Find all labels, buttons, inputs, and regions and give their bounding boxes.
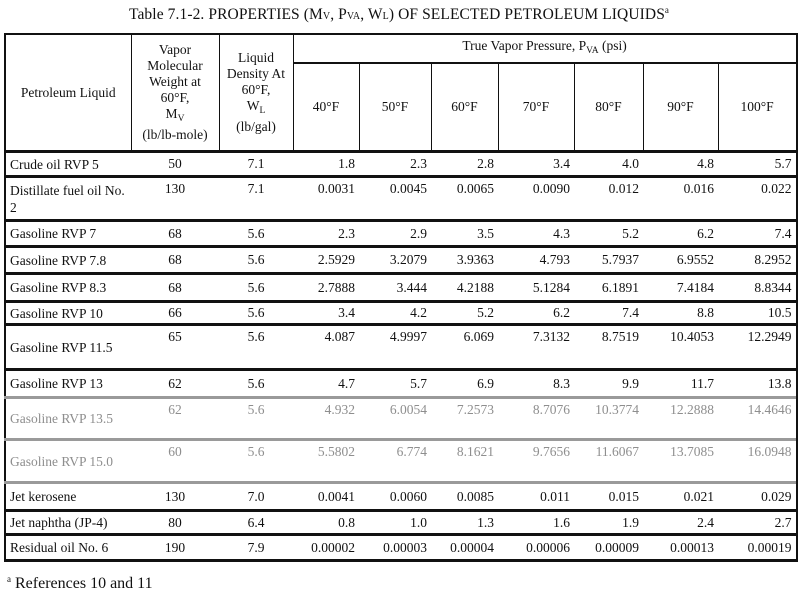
cell-molecular-weight: 80 — [131, 511, 219, 535]
cell-vapor-pressure: 13.8 — [718, 370, 797, 398]
cell-liquid: Gasoline RVP 10 — [5, 302, 131, 325]
cell-vapor-pressure: 1.9 — [574, 511, 643, 535]
cell-liquid: Gasoline RVP 7.8 — [5, 247, 131, 274]
cell-molecular-weight: 68 — [131, 274, 219, 302]
cell-liquid: Residual oil No. 6 — [5, 535, 131, 561]
cell-vapor-pressure: 0.012 — [574, 177, 643, 221]
cell-vapor-pressure: 4.932 — [293, 398, 359, 440]
cell-density: 7.1 — [219, 177, 293, 221]
cell-vapor-pressure: 9.7656 — [498, 440, 574, 483]
cell-vapor-pressure: 4.9997 — [359, 325, 431, 370]
cell-vapor-pressure: 6.069 — [431, 325, 498, 370]
cell-vapor-pressure: 16.0948 — [718, 440, 797, 483]
cell-vapor-pressure: 0.0045 — [359, 177, 431, 221]
cell-liquid: Jet kerosene — [5, 483, 131, 511]
cell-molecular-weight: 60 — [131, 440, 219, 483]
properties-table — [4, 33, 798, 562]
header-true-vapor-pressure — [293, 34, 797, 63]
cell-vapor-pressure: 12.2888 — [643, 398, 718, 440]
table-row — [5, 325, 797, 370]
header-petroleum-liquid: Petroleum Liquid — [5, 34, 131, 152]
table-row — [5, 535, 797, 561]
cell-molecular-weight: 68 — [131, 221, 219, 247]
footnote-text: References 10 and 11 — [11, 575, 153, 592]
cell-vapor-pressure: 0.0085 — [431, 483, 498, 511]
table-row — [5, 483, 797, 511]
cell-vapor-pressure: 4.0 — [574, 152, 643, 177]
cell-vapor-pressure: 5.7937 — [574, 247, 643, 274]
cell-vapor-pressure: 4.8 — [643, 152, 718, 177]
cell-vapor-pressure: 0.00019 — [718, 535, 797, 561]
header-temp-60: 60°F — [431, 63, 498, 152]
header-temp-50: 50°F — [359, 63, 431, 152]
table-row — [5, 274, 797, 302]
cell-vapor-pressure: 2.3 — [359, 152, 431, 177]
cell-vapor-pressure: 0.00009 — [574, 535, 643, 561]
cell-vapor-pressure: 14.4646 — [718, 398, 797, 440]
cell-vapor-pressure: 11.7 — [643, 370, 718, 398]
cell-vapor-pressure: 1.6 — [498, 511, 574, 535]
title-wl-subscript: L — [382, 11, 389, 23]
tvp-label-sub: VA — [586, 46, 599, 56]
title-pva-subscript: VA — [346, 11, 361, 23]
cell-vapor-pressure: 0.029 — [718, 483, 797, 511]
cell-vapor-pressure: 7.4 — [718, 221, 797, 247]
cell-vapor-pressure: 1.3 — [431, 511, 498, 535]
title-text: Table 7.1-2. PROPERTIES (M — [128, 6, 323, 24]
cell-vapor-pressure: 3.2079 — [359, 247, 431, 274]
footnote-mark: a — [7, 574, 11, 584]
cell-molecular-weight: 130 — [131, 177, 219, 221]
cell-density: 5.6 — [219, 302, 293, 325]
cell-vapor-pressure: 0.0041 — [293, 483, 359, 511]
header-vapor-molecular-weight — [131, 34, 219, 152]
footnote — [7, 574, 153, 593]
cell-vapor-pressure: 1.0 — [359, 511, 431, 535]
cell-vapor-pressure: 5.7 — [359, 370, 431, 398]
cell-vapor-pressure: 7.4184 — [643, 274, 718, 302]
header-temp-70: 70°F — [498, 63, 574, 152]
cell-vapor-pressure: 0.022 — [718, 177, 797, 221]
cell-vapor-pressure: 4.2 — [359, 302, 431, 325]
cell-vapor-pressure: 2.5929 — [293, 247, 359, 274]
header-density-units: (lb/gal) — [236, 119, 276, 134]
cell-vapor-pressure: 5.2 — [431, 302, 498, 325]
cell-vapor-pressure: 12.2949 — [718, 325, 797, 370]
table-row — [5, 221, 797, 247]
cell-density: 7.9 — [219, 535, 293, 561]
cell-vapor-pressure: 0.00006 — [498, 535, 574, 561]
cell-vapor-pressure: 10.4053 — [643, 325, 718, 370]
header-temp-80: 80°F — [574, 63, 643, 152]
cell-vapor-pressure: 0.0031 — [293, 177, 359, 221]
cell-vapor-pressure: 0.0060 — [359, 483, 431, 511]
cell-vapor-pressure: 8.8344 — [718, 274, 797, 302]
cell-vapor-pressure: 5.2 — [574, 221, 643, 247]
cell-vapor-pressure: 0.011 — [498, 483, 574, 511]
cell-vapor-pressure: 8.2952 — [718, 247, 797, 274]
table-row — [5, 152, 797, 177]
title-mv-subscript: V — [322, 11, 331, 23]
cell-liquid: Gasoline RVP 7 — [5, 221, 131, 247]
cell-vapor-pressure: 11.6067 — [574, 440, 643, 483]
cell-vapor-pressure: 6.1891 — [574, 274, 643, 302]
cell-molecular-weight: 68 — [131, 247, 219, 274]
cell-vapor-pressure: 6.2 — [498, 302, 574, 325]
cell-vapor-pressure: 2.3 — [293, 221, 359, 247]
mw-symbol-sub: V — [177, 114, 185, 124]
cell-vapor-pressure: 8.7076 — [498, 398, 574, 440]
cell-vapor-pressure: 2.4 — [643, 511, 718, 535]
header-density-label: Liquid Density At 60°F, — [226, 50, 286, 97]
density-symbol: W — [246, 98, 260, 113]
cell-vapor-pressure: 3.4 — [293, 302, 359, 325]
cell-liquid: Gasoline RVP 8.3 — [5, 274, 131, 302]
cell-vapor-pressure: 0.00004 — [431, 535, 498, 561]
cell-density: 5.6 — [219, 274, 293, 302]
cell-vapor-pressure: 10.5 — [718, 302, 797, 325]
cell-density: 6.4 — [219, 511, 293, 535]
cell-vapor-pressure: 0.0090 — [498, 177, 574, 221]
cell-vapor-pressure: 4.3 — [498, 221, 574, 247]
cell-vapor-pressure: 3.5 — [431, 221, 498, 247]
cell-vapor-pressure: 0.00002 — [293, 535, 359, 561]
header-density-symbol — [224, 98, 289, 119]
cell-vapor-pressure: 4.7 — [293, 370, 359, 398]
cell-vapor-pressure: 8.7519 — [574, 325, 643, 370]
cell-molecular-weight: 65 — [131, 325, 219, 370]
cell-vapor-pressure: 0.016 — [643, 177, 718, 221]
cell-vapor-pressure: 0.8 — [293, 511, 359, 535]
cell-liquid: Gasoline RVP 15.0 — [5, 440, 131, 483]
cell-vapor-pressure: 7.2573 — [431, 398, 498, 440]
cell-vapor-pressure: 2.7888 — [293, 274, 359, 302]
cell-vapor-pressure: 10.3774 — [574, 398, 643, 440]
cell-vapor-pressure: 0.00003 — [359, 535, 431, 561]
header-mw-label: Vapor Molecular Weight at 60°F, — [147, 42, 203, 105]
cell-vapor-pressure: 7.3132 — [498, 325, 574, 370]
title-text: , W — [360, 6, 383, 24]
cell-vapor-pressure: 6.774 — [359, 440, 431, 483]
cell-molecular-weight: 190 — [131, 535, 219, 561]
cell-vapor-pressure: 5.5802 — [293, 440, 359, 483]
title-footnote-mark: a — [664, 5, 670, 15]
table-row — [5, 440, 797, 483]
cell-vapor-pressure: 4.793 — [498, 247, 574, 274]
table-title — [0, 5, 798, 24]
cell-liquid: Crude oil RVP 5 — [5, 152, 131, 177]
cell-vapor-pressure: 4.2188 — [431, 274, 498, 302]
cell-vapor-pressure: 8.3 — [498, 370, 574, 398]
cell-density: 5.6 — [219, 440, 293, 483]
cell-molecular-weight: 66 — [131, 302, 219, 325]
cell-vapor-pressure: 3.9363 — [431, 247, 498, 274]
cell-liquid: Jet naphtha (JP-4) — [5, 511, 131, 535]
cell-vapor-pressure: 3.444 — [359, 274, 431, 302]
cell-vapor-pressure: 9.9 — [574, 370, 643, 398]
cell-vapor-pressure: 0.0065 — [431, 177, 498, 221]
title-text: , P — [330, 6, 347, 24]
table-row — [5, 177, 797, 221]
table-row — [5, 370, 797, 398]
cell-liquid: Gasoline RVP 13.5 — [5, 398, 131, 440]
density-symbol-sub: L — [259, 106, 266, 116]
cell-vapor-pressure: 6.2 — [643, 221, 718, 247]
cell-liquid: Distillate fuel oil No. 2 — [5, 177, 131, 221]
cell-vapor-pressure: 0.00013 — [643, 535, 718, 561]
cell-vapor-pressure: 0.021 — [643, 483, 718, 511]
cell-vapor-pressure: 4.087 — [293, 325, 359, 370]
table-row — [5, 511, 797, 535]
cell-molecular-weight: 62 — [131, 398, 219, 440]
cell-vapor-pressure: 7.4 — [574, 302, 643, 325]
title-text: ) OF SELECTED PETROLEUM LIQUIDS — [388, 6, 665, 24]
table-row — [5, 398, 797, 440]
header-liquid-density — [219, 34, 293, 152]
cell-density: 5.6 — [219, 247, 293, 274]
cell-vapor-pressure: 2.7 — [718, 511, 797, 535]
cell-density: 5.6 — [219, 325, 293, 370]
cell-vapor-pressure: 3.4 — [498, 152, 574, 177]
cell-liquid: Gasoline RVP 11.5 — [5, 325, 131, 370]
header-temp-90: 90°F — [643, 63, 718, 152]
cell-density: 5.6 — [219, 370, 293, 398]
cell-density: 5.6 — [219, 221, 293, 247]
cell-vapor-pressure: 8.1621 — [431, 440, 498, 483]
cell-liquid: Gasoline RVP 13 — [5, 370, 131, 398]
header-mw-symbol — [136, 106, 215, 127]
cell-vapor-pressure: 8.8 — [643, 302, 718, 325]
header-mw-units: (lb/lb-mole) — [142, 127, 208, 142]
cell-vapor-pressure: 1.8 — [293, 152, 359, 177]
cell-vapor-pressure: 5.7 — [718, 152, 797, 177]
cell-vapor-pressure: 0.015 — [574, 483, 643, 511]
cell-vapor-pressure: 6.0054 — [359, 398, 431, 440]
cell-density: 7.1 — [219, 152, 293, 177]
header-temp-40: 40°F — [293, 63, 359, 152]
cell-vapor-pressure: 6.9 — [431, 370, 498, 398]
table-row — [5, 247, 797, 274]
cell-vapor-pressure: 5.1284 — [498, 274, 574, 302]
cell-molecular-weight: 50 — [131, 152, 219, 177]
cell-molecular-weight: 130 — [131, 483, 219, 511]
cell-vapor-pressure: 6.9552 — [643, 247, 718, 274]
cell-vapor-pressure: 2.9 — [359, 221, 431, 247]
header-temp-100: 100°F — [718, 63, 797, 152]
tvp-units: (psi) — [598, 38, 627, 53]
mw-symbol: M — [165, 106, 178, 121]
tvp-label: True Vapor Pressure, P — [462, 38, 587, 53]
cell-vapor-pressure: 13.7085 — [643, 440, 718, 483]
cell-density: 5.6 — [219, 398, 293, 440]
cell-density: 7.0 — [219, 483, 293, 511]
cell-vapor-pressure: 2.8 — [431, 152, 498, 177]
table-row — [5, 302, 797, 325]
cell-molecular-weight: 62 — [131, 370, 219, 398]
